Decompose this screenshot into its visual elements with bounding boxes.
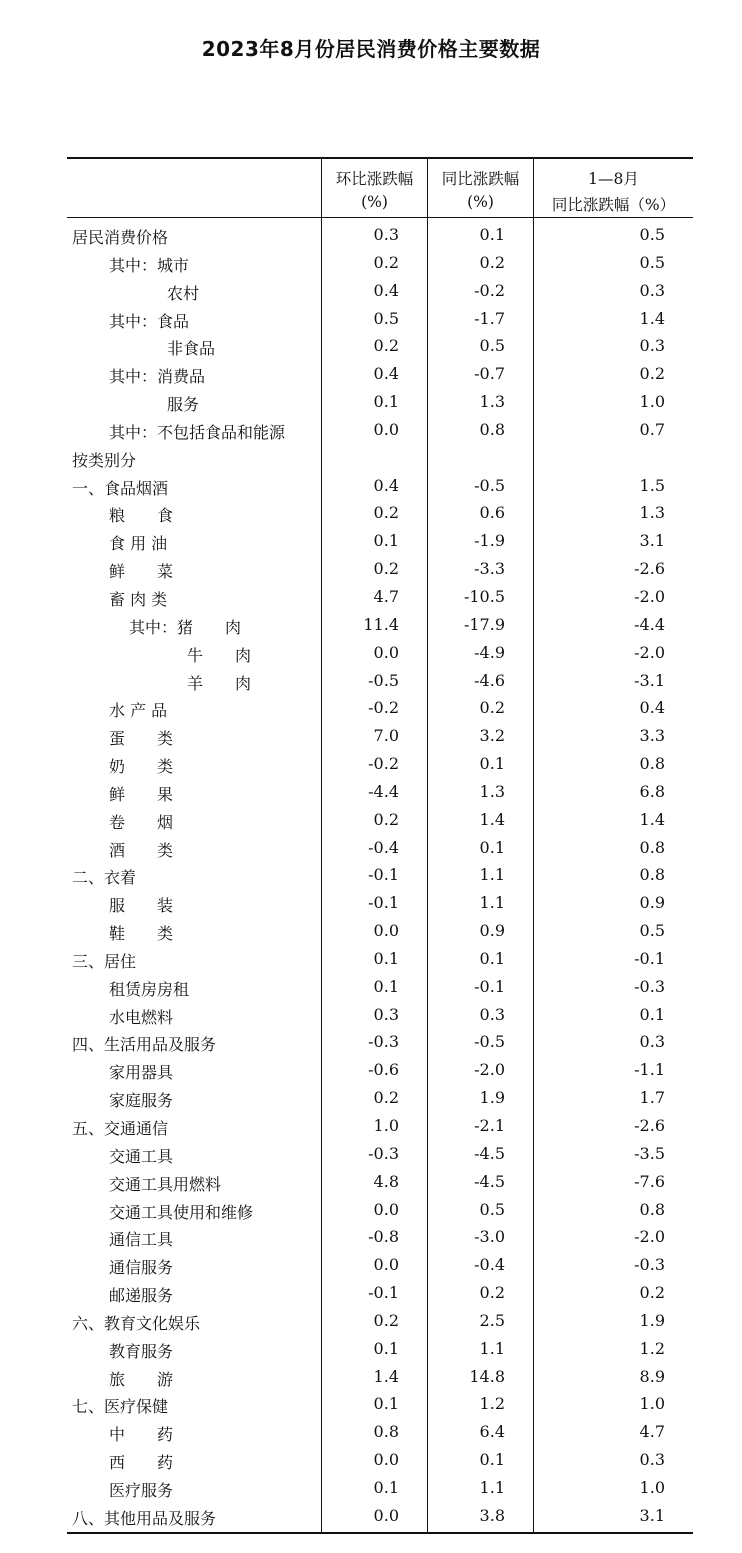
cell-mom: 1.4 xyxy=(373,1366,399,1386)
cell-yoy: 0.2 xyxy=(479,252,505,272)
cell-yoy: 0.6 xyxy=(479,503,505,523)
row-label: 鲜 果 xyxy=(109,784,174,804)
table-row xyxy=(67,360,693,388)
row-label: 交通工具使用和维修 xyxy=(109,1202,254,1222)
page-title: 2023年8月份居民消费价格主要数据 xyxy=(201,37,541,61)
cell-yoy: 0.5 xyxy=(479,1199,505,1219)
row-label: 通信工具 xyxy=(109,1230,174,1250)
cell-mom: 0.4 xyxy=(373,364,399,384)
cell-ytd: 1.0 xyxy=(639,392,665,412)
row-label: 水电燃料 xyxy=(109,1007,174,1027)
cell-mom: -0.1 xyxy=(368,865,399,885)
row-label: 四、生活用品及服务 xyxy=(72,1035,217,1055)
cell-mom: 0.8 xyxy=(373,1422,399,1442)
row-label: 酒 类 xyxy=(109,840,174,860)
cell-yoy: 1.1 xyxy=(479,1338,505,1358)
row-label: 租赁房房租 xyxy=(109,979,190,999)
cell-mom: 0.1 xyxy=(373,392,399,412)
cell-mom: 0.4 xyxy=(373,280,399,300)
cell-yoy: 1.9 xyxy=(479,1088,505,1108)
cell-mom: 0.2 xyxy=(373,809,399,829)
table-body xyxy=(67,218,693,1532)
cell-yoy: 6.4 xyxy=(479,1422,505,1442)
cell-ytd: 3.3 xyxy=(639,726,665,746)
table-row xyxy=(67,416,693,444)
row-label: 交通工具用燃料 xyxy=(109,1174,222,1194)
header-mom-line2: (%) xyxy=(361,193,388,211)
cell-yoy: -2.0 xyxy=(474,1060,505,1080)
table-row xyxy=(67,889,693,917)
table-row xyxy=(67,1307,693,1335)
cell-mom: 11.4 xyxy=(363,614,399,634)
row-label: 服 装 xyxy=(109,896,174,916)
table-row xyxy=(67,1502,693,1530)
cell-ytd: -2.0 xyxy=(634,586,665,606)
row-label: 水 产 品 xyxy=(109,701,168,721)
cell-yoy: -1.7 xyxy=(474,308,505,328)
cell-ytd: 3.1 xyxy=(639,531,665,551)
header-yoy xyxy=(428,159,533,217)
cell-ytd: 0.2 xyxy=(639,1283,665,1303)
cell-yoy: -0.5 xyxy=(474,475,505,495)
cell-mom: -0.3 xyxy=(368,1143,399,1163)
cell-mom: 0.3 xyxy=(373,1004,399,1024)
cell-mom: -0.6 xyxy=(368,1060,399,1080)
table-header xyxy=(67,159,693,218)
table-row xyxy=(67,1363,693,1391)
table-row xyxy=(67,1196,693,1224)
cell-mom: -0.2 xyxy=(368,754,399,774)
row-label: 食 用 油 xyxy=(109,534,168,554)
cell-mom: 0.1 xyxy=(373,531,399,551)
cell-mom: 1.0 xyxy=(373,1116,399,1135)
row-label: 卷 烟 xyxy=(109,812,174,832)
cell-mom: 0.0 xyxy=(373,1199,399,1219)
table-row xyxy=(67,1112,693,1140)
cell-yoy: 1.3 xyxy=(479,392,505,412)
cell-yoy: 1.4 xyxy=(479,809,505,829)
cell-mom: 7.0 xyxy=(373,726,399,746)
cell-mom: -0.2 xyxy=(368,698,399,718)
header-yoy-line1: 同比涨跌幅 xyxy=(441,170,520,188)
row-label: 其中：猪 肉 xyxy=(129,617,242,637)
cell-yoy: -10.5 xyxy=(463,586,505,606)
cell-mom: -4.4 xyxy=(368,781,399,801)
cell-ytd: 1.5 xyxy=(639,475,665,495)
table-row xyxy=(67,1028,693,1056)
row-label: 通信服务 xyxy=(109,1258,174,1278)
cell-ytd: 4.7 xyxy=(639,1422,665,1442)
cell-yoy: -0.7 xyxy=(474,364,505,384)
cell-ytd: 1.7 xyxy=(639,1088,665,1108)
cell-yoy: 1.1 xyxy=(479,865,505,885)
row-label: 蛋 类 xyxy=(109,729,174,749)
cell-ytd: 0.8 xyxy=(639,865,665,885)
cell-mom: 4.7 xyxy=(373,586,399,606)
header-mom xyxy=(322,159,427,217)
row-label: 鲜 菜 xyxy=(109,562,174,582)
cell-ytd: -2.0 xyxy=(634,642,665,662)
cell-ytd: -2.6 xyxy=(634,559,665,579)
cpi-table xyxy=(67,157,693,1534)
row-label: 牛 肉 xyxy=(187,645,252,665)
row-label: 其中：城市 xyxy=(109,255,190,275)
row-label: 其中：不包括食品和能源 xyxy=(109,422,286,442)
cell-mom: 0.2 xyxy=(373,503,399,523)
cell-ytd: -2.6 xyxy=(634,1116,665,1135)
cell-yoy: 14.8 xyxy=(469,1366,505,1386)
row-label: 其中：消费品 xyxy=(109,367,206,387)
table-row xyxy=(67,1056,693,1084)
cell-ytd: 0.8 xyxy=(639,754,665,774)
cell-yoy: -0.4 xyxy=(474,1255,505,1275)
cell-yoy: 0.2 xyxy=(479,698,505,718)
cell-yoy: -17.9 xyxy=(463,614,505,634)
cell-mom: 0.3 xyxy=(373,225,399,244)
cell-ytd: 1.2 xyxy=(639,1338,665,1358)
row-label: 一、食品烟酒 xyxy=(72,478,169,498)
row-label: 中 药 xyxy=(109,1425,174,1445)
cell-mom: 0.5 xyxy=(373,308,399,328)
cell-mom: -0.5 xyxy=(368,670,399,690)
cell-ytd: 0.3 xyxy=(639,280,665,300)
cell-mom: 0.2 xyxy=(373,559,399,579)
table-row xyxy=(67,1390,693,1418)
header-mom-line1: 环比涨跌幅 xyxy=(335,170,414,188)
cell-yoy: -4.5 xyxy=(474,1171,505,1191)
cell-ytd: 1.4 xyxy=(639,308,665,328)
cell-ytd: 3.1 xyxy=(639,1505,665,1525)
row-label: 羊 肉 xyxy=(187,673,252,693)
cell-yoy: 0.1 xyxy=(479,1450,505,1470)
cell-ytd: 0.5 xyxy=(639,225,665,244)
row-label: 六、教育文化娱乐 xyxy=(72,1313,201,1333)
cell-yoy: 1.1 xyxy=(479,1477,505,1497)
cell-ytd: 1.9 xyxy=(639,1310,665,1330)
cell-ytd: -3.1 xyxy=(634,670,665,690)
row-label: 教育服务 xyxy=(109,1341,174,1361)
cell-yoy: 0.1 xyxy=(479,225,505,244)
table-row xyxy=(67,694,693,722)
row-label: 邮递服务 xyxy=(109,1286,174,1306)
cell-ytd: -0.1 xyxy=(634,948,665,968)
table-row xyxy=(67,472,693,500)
row-label: 西 药 xyxy=(109,1453,174,1473)
cell-mom: 0.2 xyxy=(373,252,399,272)
row-label: 医疗服务 xyxy=(109,1480,174,1500)
cell-ytd: 1.0 xyxy=(639,1394,665,1414)
row-label: 二、衣着 xyxy=(72,868,137,888)
cell-mom: 0.2 xyxy=(373,1310,399,1330)
cell-mom: 0.2 xyxy=(373,1088,399,1108)
cell-yoy: -0.1 xyxy=(474,976,505,996)
cell-mom: -0.1 xyxy=(368,893,399,913)
table-row xyxy=(67,332,693,360)
cell-ytd: -0.3 xyxy=(634,1255,665,1275)
row-label: 按类别分 xyxy=(72,450,137,470)
row-label: 粮 食 xyxy=(109,506,174,526)
row-label: 其中：食品 xyxy=(109,311,190,331)
table-row xyxy=(67,1418,693,1446)
table-row xyxy=(67,667,693,695)
table-row xyxy=(67,778,693,806)
table-row xyxy=(67,1168,693,1196)
cell-yoy: 0.9 xyxy=(479,921,505,941)
row-label: 家庭服务 xyxy=(109,1091,174,1111)
cell-ytd: 0.2 xyxy=(639,364,665,384)
row-label: 服务 xyxy=(167,395,200,415)
cell-mom: 0.0 xyxy=(373,921,399,941)
cell-yoy: -1.9 xyxy=(474,531,505,551)
cell-mom: 0.4 xyxy=(373,475,399,495)
table-row xyxy=(67,1140,693,1168)
cell-ytd: 0.5 xyxy=(639,921,665,941)
cell-ytd: 0.3 xyxy=(639,1032,665,1052)
row-label: 家用器具 xyxy=(109,1063,174,1083)
table-row xyxy=(67,1251,693,1279)
row-label: 七、医疗保健 xyxy=(72,1397,169,1417)
table-row xyxy=(67,861,693,889)
cell-yoy: 1.2 xyxy=(479,1394,505,1414)
row-label: 农村 xyxy=(167,283,200,303)
cell-ytd: 6.8 xyxy=(639,781,665,801)
row-label: 三、居住 xyxy=(72,951,137,971)
cell-ytd: -1.1 xyxy=(634,1060,665,1080)
table-row xyxy=(67,1279,693,1307)
cell-yoy: 0.1 xyxy=(479,837,505,857)
cell-yoy: 3.2 xyxy=(479,726,505,746)
cell-ytd: 8.9 xyxy=(639,1366,665,1386)
row-label: 交通工具 xyxy=(109,1146,174,1166)
cell-mom: 0.0 xyxy=(373,1505,399,1525)
cell-ytd: 0.7 xyxy=(639,419,665,439)
row-label: 畜 肉 类 xyxy=(109,589,168,609)
row-label: 八、其他用品及服务 xyxy=(72,1508,217,1528)
cell-mom: -0.3 xyxy=(368,1032,399,1052)
row-label: 奶 类 xyxy=(109,757,174,777)
table-row xyxy=(67,1084,693,1112)
table-row xyxy=(67,555,693,583)
header-ytd-line1: 1—8月 xyxy=(588,170,639,188)
table-row xyxy=(67,722,693,750)
cell-yoy: -3.3 xyxy=(474,559,505,579)
table-row xyxy=(67,611,693,639)
cell-yoy: -2.1 xyxy=(474,1116,505,1135)
cell-ytd: 1.4 xyxy=(639,809,665,829)
table-row xyxy=(67,305,693,333)
cell-ytd: -0.3 xyxy=(634,976,665,996)
cell-yoy: 1.3 xyxy=(479,781,505,801)
table-row xyxy=(67,1335,693,1363)
cell-ytd: 1.3 xyxy=(639,503,665,523)
cell-mom: -0.1 xyxy=(368,1283,399,1303)
cell-yoy: 0.1 xyxy=(479,948,505,968)
cell-yoy: -4.9 xyxy=(474,642,505,662)
table-row xyxy=(67,249,693,277)
cell-mom: 4.8 xyxy=(373,1171,399,1191)
table-row xyxy=(67,527,693,555)
cell-ytd: 0.3 xyxy=(639,336,665,356)
table-row xyxy=(67,1474,693,1502)
cell-ytd: 0.8 xyxy=(639,1199,665,1219)
cell-yoy: -4.6 xyxy=(474,670,505,690)
cell-mom: 0.1 xyxy=(373,948,399,968)
row-label: 五、交通通信 xyxy=(72,1119,169,1138)
cell-yoy: -4.5 xyxy=(474,1143,505,1163)
row-label: 居民消费价格 xyxy=(72,228,169,247)
cell-mom: 0.1 xyxy=(373,976,399,996)
cell-ytd: 1.0 xyxy=(639,1477,665,1497)
cell-yoy: -0.2 xyxy=(474,280,505,300)
table-row xyxy=(67,834,693,862)
cell-ytd: 0.4 xyxy=(639,698,665,718)
table-row xyxy=(67,750,693,778)
cell-ytd: 0.1 xyxy=(639,1004,665,1024)
row-label: 旅 游 xyxy=(109,1369,174,1389)
cell-ytd: 0.5 xyxy=(639,252,665,272)
cell-mom: 0.0 xyxy=(373,419,399,439)
table-row xyxy=(67,388,693,416)
cell-yoy: 3.8 xyxy=(479,1505,505,1525)
cell-mom: 0.2 xyxy=(373,336,399,356)
row-label: 鞋 类 xyxy=(109,924,174,944)
cell-mom: 0.1 xyxy=(373,1338,399,1358)
cell-mom: -0.8 xyxy=(368,1227,399,1247)
table-row xyxy=(67,806,693,834)
cell-ytd: -7.6 xyxy=(634,1171,665,1191)
cell-mom: 0.0 xyxy=(373,642,399,662)
header-ytd-line2: 同比涨跌幅（%） xyxy=(551,196,676,214)
cell-yoy: 0.8 xyxy=(479,419,505,439)
cell-yoy: 0.5 xyxy=(479,336,505,356)
header-ytd xyxy=(534,159,693,217)
table-row xyxy=(67,639,693,667)
cell-ytd: 0.3 xyxy=(639,1450,665,1470)
table-row xyxy=(67,973,693,1001)
table-row xyxy=(67,583,693,611)
table-row xyxy=(67,917,693,945)
cell-yoy: -3.0 xyxy=(474,1227,505,1247)
row-label: 非食品 xyxy=(167,339,216,359)
cell-ytd: -3.5 xyxy=(634,1143,665,1163)
table-row xyxy=(67,1223,693,1251)
cell-ytd: -4.4 xyxy=(634,614,665,634)
cell-mom: 0.0 xyxy=(373,1255,399,1275)
table-row xyxy=(67,1001,693,1029)
cell-yoy: 2.5 xyxy=(479,1310,505,1330)
cell-mom: 0.1 xyxy=(373,1477,399,1497)
cell-yoy: -0.5 xyxy=(474,1032,505,1052)
table-row xyxy=(67,444,693,472)
cell-ytd: -2.0 xyxy=(634,1227,665,1247)
cell-ytd: 0.8 xyxy=(639,837,665,857)
cell-yoy: 0.2 xyxy=(479,1283,505,1303)
cell-yoy: 0.1 xyxy=(479,754,505,774)
table-row xyxy=(67,1446,693,1474)
header-yoy-line2: (%) xyxy=(467,193,494,211)
cell-mom: 0.1 xyxy=(373,1394,399,1414)
table-row xyxy=(67,945,693,973)
cell-mom: -0.4 xyxy=(368,837,399,857)
cell-mom: 0.0 xyxy=(373,1450,399,1470)
table-row xyxy=(67,277,693,305)
cell-yoy: 1.1 xyxy=(479,893,505,913)
table-row xyxy=(67,221,693,249)
cell-yoy: 0.3 xyxy=(479,1004,505,1024)
cell-ytd: 0.9 xyxy=(639,893,665,913)
table-row xyxy=(67,499,693,527)
